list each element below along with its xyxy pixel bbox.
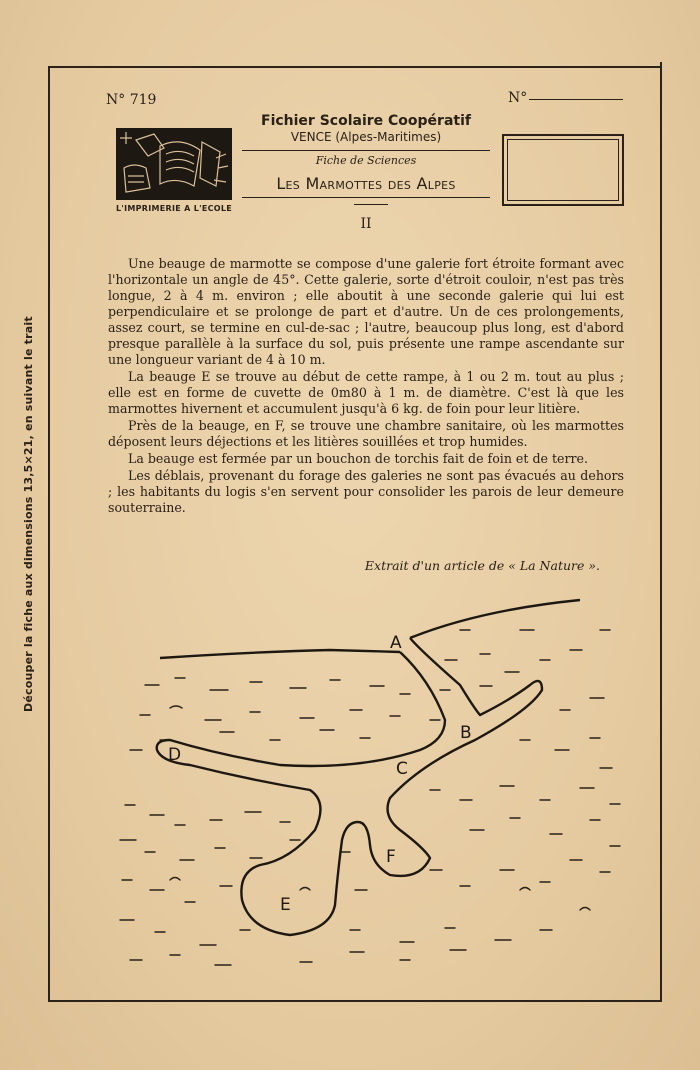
- organization-name: Fichier Scolaire Coopératif: [261, 113, 471, 129]
- burrow-outline: [157, 638, 542, 935]
- label-c: C: [396, 759, 408, 779]
- ground-surface-line: [160, 650, 400, 658]
- label-b: B: [460, 723, 472, 743]
- label-e: E: [280, 895, 291, 915]
- logo-caption: L'IMPRIMERIE A L'ECOLE: [115, 204, 233, 213]
- article-body: [108, 256, 624, 517]
- fiche-number: N° 719: [106, 92, 157, 108]
- paragraph: La beauge est fermée par un bouchon de torchis fait de foin et de terre.: [128, 451, 588, 466]
- logo-image: [116, 128, 232, 200]
- paragraph: Les déblais, provenant du forage des galeries ne sont pas évacués au dehors ; les habitants du logis s'en servent pour consolider les parois de leur demeure souterraine.: [108, 468, 624, 515]
- number-field-label: N°: [508, 90, 528, 106]
- burrow-diagram: [100, 590, 640, 980]
- divider: [242, 197, 490, 198]
- cut-line-dashed: [660, 62, 662, 392]
- label-d: D: [168, 745, 182, 765]
- paragraph: Près de la beauge, en F, se trouve une chambre sanitaire, où les marmottes déposent leurs déjections et les litières souillées et trop humides.: [108, 418, 624, 449]
- cutting-instruction: Découper la fiche aux dimensions 13,5×21, en suivant le trait: [22, 316, 35, 712]
- divider: [242, 150, 490, 151]
- page-title: Les Marmottes des Alpes: [276, 174, 456, 193]
- stamp-box: [502, 134, 624, 206]
- label-a: A: [390, 633, 402, 653]
- part-number: II: [360, 216, 372, 232]
- number-field-line: [529, 99, 623, 100]
- paragraph: Une beauge de marmotte se compose d'une galerie fort étroite formant avec l'horizontale un angle de 45°. Cette galerie, sorte d'étroit couloir, n'est pas très longue, 2 à 4 m. environ ; elle aboutit à une seconde galerie qui lui est perpendiculaire et se prolonge de part et d'autre. Un de ces prolongements, assez court, se termine en cul-de-sac ; l'autre, beaucoup plus long, est d'abord presque parallèle à la surface du sol, puis présente une rampe ascendante sur une longueur variant de 4 à 10 m.: [108, 256, 624, 367]
- fiche-category: Fiche de Sciences: [315, 154, 417, 167]
- soil-texture: [120, 630, 620, 965]
- ground-surface-line: [410, 600, 580, 638]
- divider: [354, 204, 388, 205]
- paragraph: La beauge E se trouve au début de cette rampe, à 1 ou 2 m. tout au plus ; elle est en forme de cuvette de 0m80 à 1 m. de diamètre. C'est là que les marmottes hivernent et accumulent jusqu'à 6 kg. de foin pour leur litière.: [108, 369, 624, 416]
- label-f: F: [386, 847, 396, 867]
- number-field: [508, 90, 623, 106]
- organization-place: VENCE (Alpes-Maritimes): [290, 130, 442, 144]
- source-citation: Extrait d'un article de « La Nature ».: [364, 558, 600, 573]
